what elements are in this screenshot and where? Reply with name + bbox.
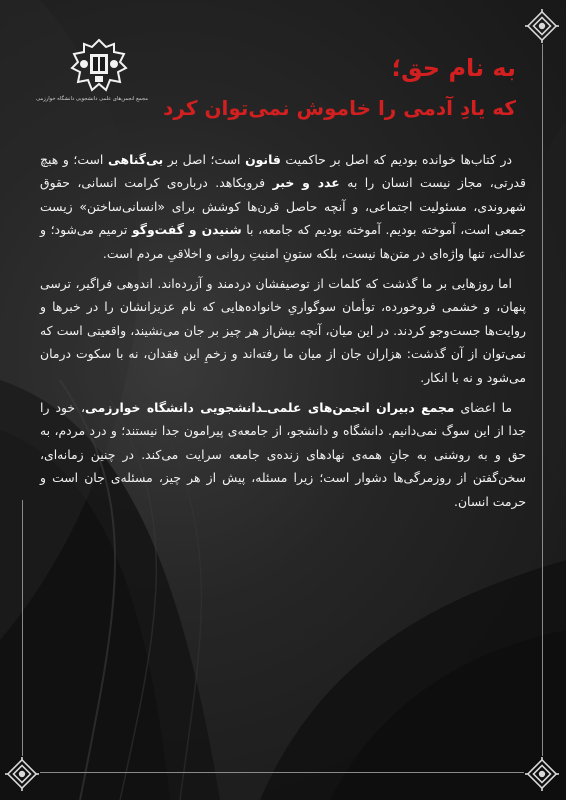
ornament-top-right-icon xyxy=(524,8,560,44)
university-emblem-icon xyxy=(68,38,130,94)
page-title: به نام حق؛ xyxy=(391,54,516,82)
text-run: است؛ و هیچ قدرتی، مجاز نیست انسان را به xyxy=(40,152,526,191)
frame-line-right xyxy=(542,44,543,756)
frame-line-bottom xyxy=(40,772,524,773)
paragraph-3 xyxy=(40,396,526,513)
text-run: فروبکاهد. درباره‌ی کرامت انسانی، حقوق شهروندی، مسئولیت اجتماعی، و آنچه حاصل قرن‌ها کوشش برای «انسانی‌ساختن» زیست جمعی است، آموخته بودیم. آموخته بودیم که جامعه، با xyxy=(40,175,526,238)
bold-term: مجمع دبیران انجمن‌های علمی‌ـدانشجویی دانشگاه خوارزمی xyxy=(85,400,455,416)
ornament-bottom-left-icon xyxy=(4,756,40,792)
text-run: در کتاب‌ها خوانده بودیم که اصل بر حاکمیت xyxy=(280,152,512,167)
page-subtitle: که یادِ آدمی را خاموش نمی‌توان کرد xyxy=(163,96,516,120)
text-run: ما اعضای xyxy=(454,400,512,416)
statement-body xyxy=(40,148,526,520)
bold-term: بی‌گناهی xyxy=(107,152,164,167)
bold-term: عدد و خبر xyxy=(272,175,340,191)
text-run: اما روزهایی بر ما گذشت که کلمات از توصیفشان دردمند و آزرده‌اند. اندوهی فراگیر، ترسی پنهان، و خشمی فروخورده، توأمان سوگواریِ خانواده‌هایی که نام عزیزانشان را در خبرها و روایت‌ها جست‌وجو کردند. در این میان، آنچه بیش‌از هر چیز بر جان می‌نشیند، واقعیتی است که نمی‌توان از آن گذشت: هزاران جان از میان ما رفته‌اند و زخمِ این فقدان، نه با سکوت درمان می‌شود و نه با انکار. xyxy=(40,276,526,385)
text-run: ترمیم می‌شود؛ و عدالت، تنها واژه‌ای در متن‌ها نیست، بلکه ستونِ امنیتِ روانی و اخلاقیِ مردم است. xyxy=(40,222,526,261)
logo-caption: مجمع انجمن‌های علمی دانشجویی دانشگاه خوارزمی xyxy=(36,96,148,102)
text-run: است؛ اصل بر xyxy=(163,152,246,167)
ornament-bottom-right-icon xyxy=(524,756,560,792)
paragraph-2 xyxy=(40,272,526,389)
bold-term: شنیدن و گفت‌وگو xyxy=(131,222,242,238)
frame-line-left xyxy=(22,500,23,756)
paragraph-1 xyxy=(40,148,526,265)
text-run: ، خود را جدا از این سوگ نمی‌دانیم. دانشگاه و دانشجو، از جامعه‌ی پیرامون جدا نیستند؛ و درد مردم، به حق و به روشنی به جانِ همه‌ی نهادهای زنده‌ی جامعه سرایت می‌کند. در چنین زمانه‌ای، سخن‌گفتن از روزمرگی‌ها دشوار است؛ زیرا مسئله، پیش از هر چیز، مسئله‌ی جان است و حرمت انسان. xyxy=(40,400,526,509)
bold-term: قانون xyxy=(245,152,281,167)
